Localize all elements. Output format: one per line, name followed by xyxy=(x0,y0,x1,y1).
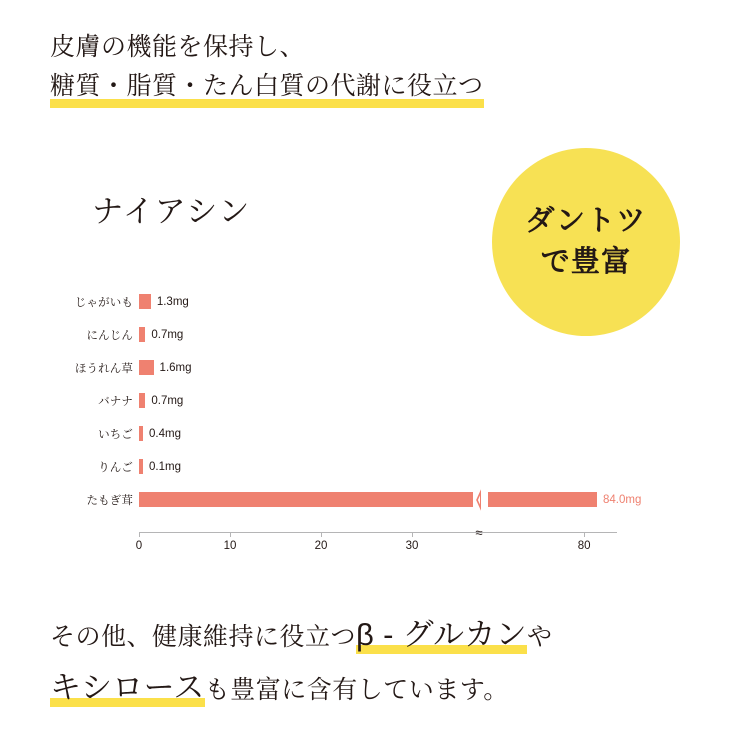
chart-bar xyxy=(139,327,145,342)
chart-bar-value: 84.0mg xyxy=(603,493,642,506)
chart-bar xyxy=(139,426,143,441)
chart-row-label: ほうれん草 xyxy=(74,362,133,375)
footer-xylose: キシロース xyxy=(50,670,205,706)
chart-row xyxy=(0,483,750,516)
footer-beta-glucan: β - グルカン xyxy=(356,617,527,652)
chart-row-label: いちご xyxy=(98,428,133,441)
chart-bar-value: 0.4mg xyxy=(149,427,181,440)
footer-line-2-post: も豊富に含有しています。 xyxy=(204,676,509,705)
chart-row xyxy=(0,384,750,417)
chart-row-label: たもぎ茸 xyxy=(86,494,133,507)
chart-rows xyxy=(0,285,750,516)
chart-row-label: りんご xyxy=(98,461,133,474)
axis-tick-label: 0 xyxy=(135,540,143,552)
footer-line-2 xyxy=(50,661,552,714)
chart-x-axis xyxy=(135,525,617,566)
footer-line-1 xyxy=(50,608,552,661)
chart-bar xyxy=(139,393,145,408)
chart-row-label: じゃがいも xyxy=(74,296,133,309)
niacin-bar-chart xyxy=(0,285,750,575)
axis-tick xyxy=(139,532,140,537)
chart-row xyxy=(0,351,750,384)
chart-row-label: にんじん xyxy=(86,329,133,342)
chart-bar-wrap xyxy=(139,450,181,483)
chart-bar-value: 0.1mg xyxy=(149,460,181,473)
axis-tick-label: 80 xyxy=(577,540,591,552)
axis-tick-label: 20 xyxy=(314,540,328,552)
badge-line-1: ダントツ xyxy=(525,204,647,237)
chart-bar-value: 0.7mg xyxy=(151,328,184,341)
chart-bar-value: 0.7mg xyxy=(151,394,184,407)
chart-bar-value: 1.6mg xyxy=(159,361,192,374)
axis-tick-label: 10 xyxy=(223,540,237,552)
chart-bar xyxy=(139,459,143,474)
axis-tick-label: 30 xyxy=(405,540,419,552)
chart-bar xyxy=(139,294,151,309)
headline-line-1: 皮膚の機能を保持し、 xyxy=(50,33,306,61)
chart-bar-wrap xyxy=(139,384,183,417)
axis-break-marker: ≈ xyxy=(475,525,483,540)
chart-bar-wrap xyxy=(139,285,189,318)
chart-bar-wrap xyxy=(139,351,192,384)
headline-line-2: 糖質・脂質・たん白質の代謝に役立つ xyxy=(50,67,484,108)
footer-line-1-pre: その他、健康維持に役立つ xyxy=(50,623,357,651)
footer-line-1-post: や xyxy=(526,623,553,651)
chart-bar-wrap xyxy=(139,318,183,351)
axis-line xyxy=(139,532,617,533)
chart-row-label: バナナ xyxy=(98,395,133,408)
chart-bar xyxy=(139,492,597,507)
chart-bar-wrap xyxy=(139,417,181,450)
chart-row xyxy=(0,285,750,318)
axis-tick xyxy=(584,532,585,537)
chart-row xyxy=(0,417,750,450)
axis-tick xyxy=(321,532,322,537)
chart-bar xyxy=(139,360,154,375)
badge-line-2: で豊富 xyxy=(540,246,632,278)
footer-text xyxy=(50,608,552,715)
page-headline xyxy=(50,28,484,108)
chart-row xyxy=(0,318,750,351)
chart-bar-value: 1.3mg xyxy=(156,295,189,308)
axis-tick xyxy=(412,532,413,537)
axis-tick xyxy=(230,532,231,537)
chart-title: ナイアシン xyxy=(92,194,252,229)
chart-row xyxy=(0,450,750,483)
chart-bar-wrap xyxy=(139,483,641,516)
